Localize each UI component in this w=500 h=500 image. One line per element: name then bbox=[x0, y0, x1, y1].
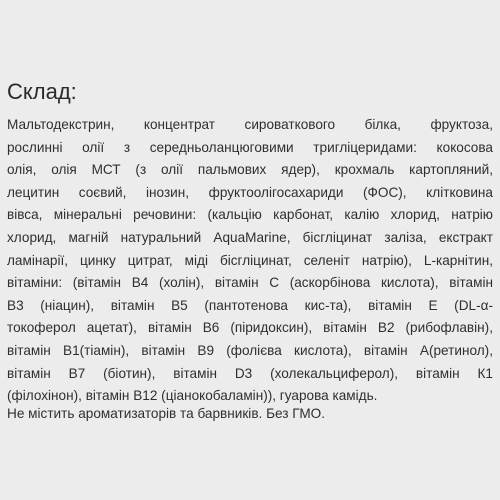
ingredients-line: лецитин соєвий, інозин, фруктоолігосахариди (ФОС), клітковина bbox=[7, 184, 493, 200]
ingredients-line: (філохінон), вітамін В12 (ціанокобаламін)), гуарова камідь. bbox=[7, 388, 378, 404]
composition-heading: Склад: bbox=[7, 79, 77, 104]
ingredients-line: токоферол ацетат), вітамін В6 (піридоксин), вітамін В2 (рибофлавін), bbox=[7, 320, 493, 336]
ingredients-line: вівса, мінеральні речовини: (кальцію карбонат, калію хлорид, натрію bbox=[7, 207, 493, 223]
ingredients-line: олія, олія МСТ (з олії пальмових ядер), крохмаль картопляний, bbox=[7, 162, 493, 178]
ingredients-line: Мальтодекстрин, концентрат сироваткового білка, фруктоза, bbox=[7, 117, 493, 132]
ingredients-line: рослинні олії з середньоланцюговими тригліцеридами: кокосова bbox=[7, 139, 493, 155]
ingredients-line: ламінарії, цинку цитрат, міді бісгліцинат, селеніт натрію), L-карнітин, bbox=[7, 252, 493, 268]
no-additives-note: Не містить ароматизаторів та барвників. Без ГМО. bbox=[7, 406, 326, 421]
ingredients-line: вітаміни: (вітамін В4 (холін), вітамін С (аскорбінова кислота), вітамін bbox=[7, 275, 493, 291]
ingredients-line: В3 (ніацин), вітамін В5 (пантотенова кис-та), вітамін Е (DL-α- bbox=[7, 297, 493, 313]
ingredients-line: хлорид, магній натуральний AquaMarine, бісгліцинат заліза, екстракт bbox=[7, 229, 493, 245]
ingredients-text bbox=[7, 114, 493, 408]
ingredients-line: вітамін В1(тіамін), вітамін В9 (фолієва кислота), вітамін А(ретинол), bbox=[7, 342, 493, 358]
ingredients-line: вітамін В7 (біотин), вітамін D3 (холекальциферол), вітамін К1 bbox=[7, 365, 493, 381]
